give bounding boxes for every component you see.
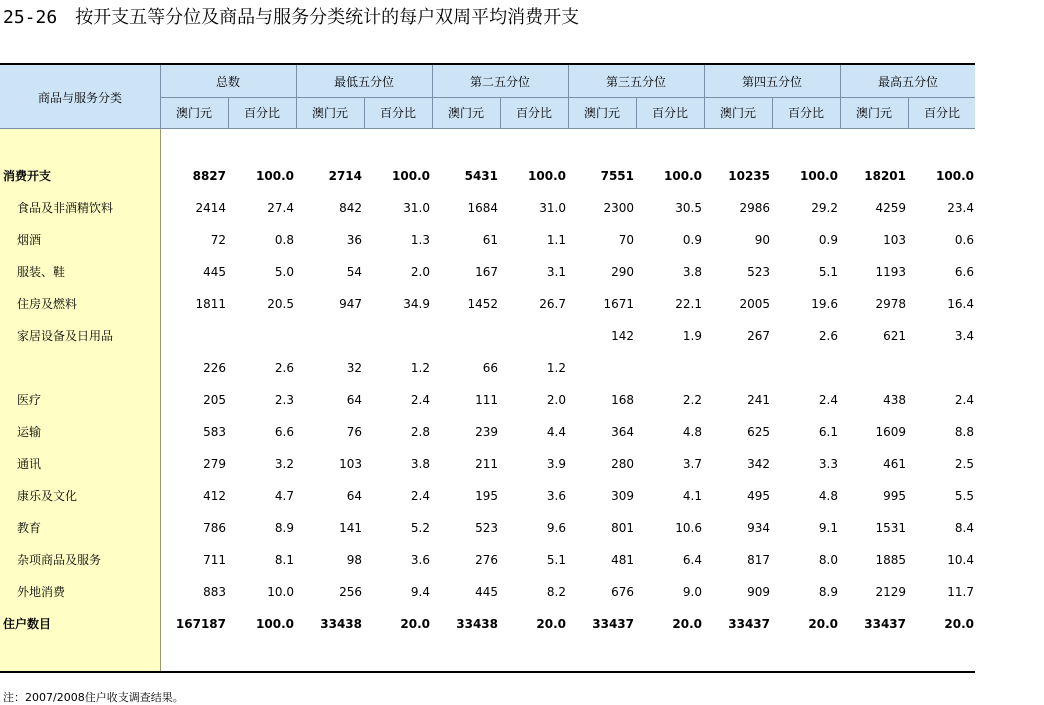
amount-cell: 523 (475, 521, 498, 535)
amount-cell: 947 (339, 297, 362, 311)
amount-cell: 168 (611, 393, 634, 407)
percent-cell: 11.7 (947, 585, 974, 599)
amount-cell: 1684 (467, 201, 498, 215)
percent-cell: 10.0 (267, 585, 294, 599)
percent-cell: 3.6 (546, 489, 566, 503)
amount-cell: 1609 (875, 425, 906, 439)
amount-cell: 33438 (456, 617, 498, 631)
percent-subheader: 百分比 (923, 106, 960, 120)
column-group-header: 第三五分位 (605, 74, 666, 89)
amount-subheader: 澳门元 (447, 106, 484, 120)
percent-cell: 19.6 (811, 297, 838, 311)
percent-cell: 0.8 (274, 233, 294, 247)
amount-cell: 1452 (467, 297, 498, 311)
column-group-header: 第四五分位 (741, 74, 802, 89)
amount-cell: 4259 (875, 201, 906, 215)
header-divider (908, 97, 909, 129)
amount-cell: 256 (339, 585, 362, 599)
percent-cell: 4.4 (546, 425, 566, 439)
amount-cell: 33437 (728, 617, 770, 631)
percent-cell: 3.1 (546, 265, 566, 279)
amount-cell: 276 (475, 553, 498, 567)
percent-cell: 100.0 (800, 169, 838, 183)
amount-cell: 309 (611, 489, 634, 503)
amount-cell: 2714 (328, 169, 362, 183)
amount-cell: 111 (475, 393, 498, 407)
percent-cell: 2.5 (954, 457, 974, 471)
percent-cell: 3.9 (546, 457, 566, 471)
amount-cell: 2129 (875, 585, 906, 599)
amount-cell: 33438 (320, 617, 362, 631)
header-divider (228, 97, 229, 129)
amount-cell: 621 (883, 329, 906, 343)
amount-cell: 90 (754, 233, 770, 247)
amount-subheader: 澳门元 (311, 106, 348, 120)
amount-cell: 167 (475, 265, 498, 279)
header-divider (364, 97, 365, 129)
amount-cell: 241 (747, 393, 770, 407)
amount-cell: 817 (747, 553, 770, 567)
amount-cell: 36 (346, 233, 362, 247)
percent-cell: 4.8 (682, 425, 702, 439)
percent-cell: 0.9 (682, 233, 702, 247)
amount-cell: 267 (747, 329, 770, 343)
amount-cell: 32 (346, 361, 362, 375)
amount-cell: 280 (611, 457, 634, 471)
amount-cell: 625 (747, 425, 770, 439)
amount-cell: 1531 (875, 521, 906, 535)
column-group-header: 最高五分位 (877, 74, 938, 89)
row-label: 外地消费 (17, 585, 66, 599)
amount-cell: 934 (747, 521, 770, 535)
amount-cell: 76 (346, 425, 362, 439)
percent-cell: 1.1 (546, 233, 566, 247)
amount-cell: 142 (611, 329, 634, 343)
amount-cell: 495 (747, 489, 770, 503)
percent-cell: 20.5 (267, 297, 294, 311)
column-group-header: 总数 (215, 74, 240, 89)
percent-cell: 5.0 (274, 265, 294, 279)
percent-cell: 8.9 (818, 585, 838, 599)
percent-cell: 6.1 (818, 425, 838, 439)
percent-cell: 6.6 (954, 265, 974, 279)
amount-cell: 226 (203, 361, 226, 375)
percent-cell: 2.0 (410, 265, 430, 279)
percent-subheader: 百分比 (515, 106, 552, 120)
amount-cell: 167187 (175, 617, 226, 631)
amount-cell: 445 (475, 585, 498, 599)
percent-cell: 4.8 (818, 489, 838, 503)
percent-cell: 2.4 (410, 393, 430, 407)
percent-subheader: 百分比 (379, 106, 416, 120)
percent-cell: 16.4 (947, 297, 974, 311)
amount-cell: 583 (203, 425, 226, 439)
amount-cell: 2414 (195, 201, 226, 215)
amount-cell: 239 (475, 425, 498, 439)
percent-cell: 2.6 (818, 329, 838, 343)
percent-cell: 3.3 (818, 457, 838, 471)
percent-cell: 8.2 (546, 585, 566, 599)
percent-cell: 3.7 (682, 457, 702, 471)
amount-cell: 2978 (875, 297, 906, 311)
percent-cell: 1.9 (682, 329, 702, 343)
amount-cell: 61 (482, 233, 498, 247)
percent-cell: 8.0 (818, 553, 838, 567)
percent-cell: 31.0 (403, 201, 430, 215)
percent-cell: 8.1 (274, 553, 294, 567)
percent-cell: 20.0 (400, 617, 430, 631)
amount-subheader: 澳门元 (175, 106, 212, 120)
bottom-rule (0, 671, 975, 673)
row-label: 运输 (17, 425, 42, 439)
percent-cell: 9.6 (546, 521, 566, 535)
amount-cell: 445 (203, 265, 226, 279)
category-column-header: 商品与服务分类 (37, 90, 122, 105)
percent-cell: 20.0 (672, 617, 702, 631)
row-label: 烟酒 (17, 233, 42, 247)
amount-cell: 64 (346, 393, 362, 407)
percent-cell: 8.4 (954, 521, 974, 535)
percent-cell: 8.9 (274, 521, 294, 535)
percent-cell: 27.4 (267, 201, 294, 215)
percent-cell: 20.0 (536, 617, 566, 631)
amount-cell: 801 (611, 521, 634, 535)
percent-cell: 3.4 (954, 329, 974, 343)
amount-cell: 2005 (739, 297, 770, 311)
amount-cell: 461 (883, 457, 906, 471)
percent-cell: 9.4 (410, 585, 430, 599)
amount-cell: 64 (346, 489, 362, 503)
amount-cell: 10235 (728, 169, 770, 183)
percent-cell: 8.8 (954, 425, 974, 439)
row-label: 消费开支 (3, 169, 52, 183)
percent-cell: 100.0 (256, 617, 294, 631)
percent-cell: 100.0 (936, 169, 974, 183)
amount-cell: 883 (203, 585, 226, 599)
amount-cell: 481 (611, 553, 634, 567)
percent-cell: 26.7 (539, 297, 566, 311)
column-group-header: 第二五分位 (469, 74, 530, 89)
amount-cell: 8827 (192, 169, 226, 183)
amount-cell: 364 (611, 425, 634, 439)
percent-cell: 1.2 (546, 361, 566, 375)
table-title: 按开支五等分位及商品与服务分类统计的每户双周平均消费开支 (75, 7, 580, 28)
amount-cell: 412 (203, 489, 226, 503)
percent-cell: 5.5 (954, 489, 974, 503)
percent-cell: 100.0 (528, 169, 566, 183)
amount-cell: 205 (203, 393, 226, 407)
amount-cell: 98 (346, 553, 362, 567)
amount-cell: 279 (203, 457, 226, 471)
percent-cell: 34.9 (403, 297, 430, 311)
percent-cell: 2.6 (274, 361, 294, 375)
amount-cell: 290 (611, 265, 634, 279)
amount-cell: 33437 (592, 617, 634, 631)
amount-cell: 5431 (464, 169, 498, 183)
percent-subheader: 百分比 (787, 106, 824, 120)
amount-cell: 54 (346, 265, 362, 279)
amount-cell: 103 (883, 233, 906, 247)
amount-cell: 786 (203, 521, 226, 535)
amount-cell: 141 (339, 521, 362, 535)
row-label: 教育 (17, 521, 42, 535)
row-label: 杂项商品及服务 (17, 553, 102, 567)
row-label: 食品及非酒精饮料 (17, 201, 114, 215)
row-label: 通讯 (17, 457, 42, 471)
percent-cell: 2.4 (954, 393, 974, 407)
amount-cell: 1671 (603, 297, 634, 311)
amount-cell: 711 (203, 553, 226, 567)
amount-cell: 342 (747, 457, 770, 471)
amount-subheader: 澳门元 (719, 106, 756, 120)
percent-cell: 20.0 (944, 617, 974, 631)
percent-cell: 2.4 (410, 489, 430, 503)
header-divider (500, 97, 501, 129)
amount-cell: 211 (475, 457, 498, 471)
percent-cell: 5.1 (546, 553, 566, 567)
percent-cell: 1.3 (410, 233, 430, 247)
percent-cell: 5.2 (410, 521, 430, 535)
percent-cell: 20.0 (808, 617, 838, 631)
percent-cell: 100.0 (392, 169, 430, 183)
percent-cell: 23.4 (947, 201, 974, 215)
percent-cell: 4.7 (274, 489, 294, 503)
percent-subheader: 百分比 (243, 106, 280, 120)
percent-cell: 10.6 (675, 521, 702, 535)
percent-cell: 2.0 (546, 393, 566, 407)
percent-cell: 31.0 (539, 201, 566, 215)
percent-cell: 3.8 (410, 457, 430, 471)
percent-cell: 22.1 (675, 297, 702, 311)
percent-cell: 10.4 (947, 553, 974, 567)
percent-cell: 5.1 (818, 265, 838, 279)
row-label: 住户数目 (3, 617, 52, 631)
percent-cell: 3.2 (274, 457, 294, 471)
percent-cell: 100.0 (664, 169, 702, 183)
amount-cell: 523 (747, 265, 770, 279)
amount-cell: 72 (210, 233, 226, 247)
amount-cell: 18201 (864, 169, 906, 183)
table-code: 25-26 (3, 7, 58, 28)
row-label: 住房及燃料 (17, 297, 78, 311)
amount-cell: 995 (883, 489, 906, 503)
amount-cell: 70 (618, 233, 634, 247)
amount-cell: 1811 (195, 297, 226, 311)
amount-cell: 33437 (864, 617, 906, 631)
amount-cell: 2300 (603, 201, 634, 215)
percent-cell: 0.6 (954, 233, 974, 247)
amount-cell: 66 (482, 361, 498, 375)
percent-cell: 3.6 (410, 553, 430, 567)
percent-cell: 9.1 (818, 521, 838, 535)
percent-cell: 29.2 (811, 201, 838, 215)
amount-cell: 1193 (875, 265, 906, 279)
amount-cell: 842 (339, 201, 362, 215)
percent-cell: 4.1 (682, 489, 702, 503)
amount-cell: 7551 (600, 169, 634, 183)
header-divider (772, 97, 773, 129)
percent-cell: 1.2 (410, 361, 430, 375)
percent-cell: 9.0 (682, 585, 702, 599)
table-note: 注：2007/2008住户收支调查结果。 (3, 691, 184, 704)
row-label: 家居设备及日用品 (17, 329, 114, 343)
amount-cell: 2986 (739, 201, 770, 215)
column-group-header: 最低五分位 (333, 74, 394, 89)
percent-cell: 30.5 (675, 201, 702, 215)
percent-cell: 2.4 (818, 393, 838, 407)
amount-subheader: 澳门元 (855, 106, 892, 120)
amount-cell: 909 (747, 585, 770, 599)
amount-cell: 1885 (875, 553, 906, 567)
amount-cell: 676 (611, 585, 634, 599)
amount-cell: 103 (339, 457, 362, 471)
percent-cell: 2.8 (410, 425, 430, 439)
percent-cell: 2.2 (682, 393, 702, 407)
amount-cell: 438 (883, 393, 906, 407)
percent-subheader: 百分比 (651, 106, 688, 120)
row-label: 康乐及文化 (17, 489, 78, 503)
percent-cell: 6.6 (274, 425, 294, 439)
percent-cell: 0.9 (818, 233, 838, 247)
percent-cell: 100.0 (256, 169, 294, 183)
percent-cell: 6.4 (682, 553, 702, 567)
percent-cell: 3.8 (682, 265, 702, 279)
page-title (3, 4, 579, 32)
header-divider (636, 97, 637, 129)
amount-subheader: 澳门元 (583, 106, 620, 120)
amount-cell: 195 (475, 489, 498, 503)
row-label: 医疗 (17, 393, 42, 407)
row-label: 服装、鞋 (17, 265, 66, 279)
percent-cell: 2.3 (274, 393, 294, 407)
